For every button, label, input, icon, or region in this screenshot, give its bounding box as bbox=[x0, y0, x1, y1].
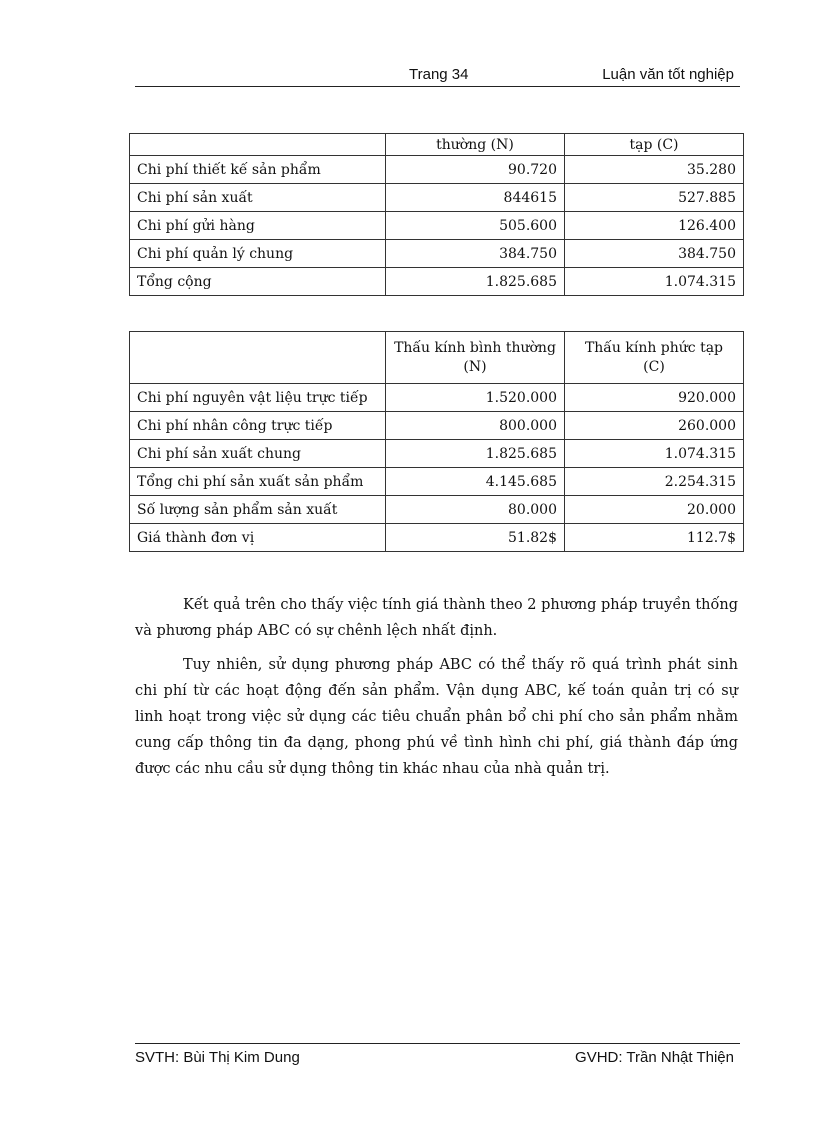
table-header-cell: thường (N) bbox=[386, 134, 565, 156]
value-complex: 126.400 bbox=[565, 212, 744, 240]
value-normal: 51.82$ bbox=[386, 524, 565, 552]
page-number: Trang 34 bbox=[409, 66, 469, 83]
row-label: Chi phí nguyên vật liệu trực tiếp bbox=[130, 384, 386, 412]
table-header-cell bbox=[130, 332, 386, 384]
advisor-name: GVHD: Trần Nhật Thiện bbox=[575, 1049, 734, 1066]
body-text bbox=[135, 592, 738, 790]
table-header-cell: Thấu kính phức tạp (C) bbox=[565, 332, 744, 384]
table-row bbox=[130, 496, 744, 524]
row-label: Chi phí nhân công trực tiếp bbox=[130, 412, 386, 440]
table-header-row bbox=[130, 134, 744, 156]
value-complex: 527.885 bbox=[565, 184, 744, 212]
table-header-cell: Thấu kính bình thường (N) bbox=[386, 332, 565, 384]
value-normal: 1.825.685 bbox=[386, 440, 565, 468]
value-complex: 1.074.315 bbox=[565, 268, 744, 296]
value-normal: 4.145.685 bbox=[386, 468, 565, 496]
table-row bbox=[130, 184, 744, 212]
value-normal: 505.600 bbox=[386, 212, 565, 240]
table-header-cell: tạp (C) bbox=[565, 134, 744, 156]
value-complex: 112.7$ bbox=[565, 524, 744, 552]
table-row bbox=[130, 212, 744, 240]
row-label: Chi phí thiết kế sản phẩm bbox=[130, 156, 386, 184]
table-row bbox=[130, 268, 744, 296]
row-label: Tổng chi phí sản xuất sản phẩm bbox=[130, 468, 386, 496]
table-row bbox=[130, 440, 744, 468]
row-label: Chi phí quản lý chung bbox=[130, 240, 386, 268]
page-footer bbox=[135, 1043, 740, 1070]
cost-allocation-table bbox=[129, 133, 744, 296]
table-row bbox=[130, 468, 744, 496]
row-label: Giá thành đơn vị bbox=[130, 524, 386, 552]
page-header bbox=[135, 62, 740, 87]
value-complex: 2.254.315 bbox=[565, 468, 744, 496]
table-header-row bbox=[130, 332, 744, 384]
value-normal: 90.720 bbox=[386, 156, 565, 184]
value-complex: 920.000 bbox=[565, 384, 744, 412]
student-name: SVTH: Bùi Thị Kim Dung bbox=[135, 1049, 300, 1066]
row-label: Chi phí sản xuất bbox=[130, 184, 386, 212]
table-row bbox=[130, 412, 744, 440]
value-complex: 260.000 bbox=[565, 412, 744, 440]
table-row bbox=[130, 384, 744, 412]
value-complex: 1.074.315 bbox=[565, 440, 744, 468]
table-row bbox=[130, 524, 744, 552]
row-label: Chi phí sản xuất chung bbox=[130, 440, 386, 468]
row-label: Chi phí gửi hàng bbox=[130, 212, 386, 240]
document-type: Luận văn tốt nghiệp bbox=[602, 66, 734, 83]
value-normal: 844615 bbox=[386, 184, 565, 212]
row-label: Số lượng sản phẩm sản xuất bbox=[130, 496, 386, 524]
table-row bbox=[130, 156, 744, 184]
value-complex: 35.280 bbox=[565, 156, 744, 184]
value-normal: 1.825.685 bbox=[386, 268, 565, 296]
value-complex: 384.750 bbox=[565, 240, 744, 268]
value-normal: 800.000 bbox=[386, 412, 565, 440]
value-normal: 80.000 bbox=[386, 496, 565, 524]
unit-cost-table bbox=[129, 331, 744, 552]
value-normal: 384.750 bbox=[386, 240, 565, 268]
table-header-cell bbox=[130, 134, 386, 156]
value-complex: 20.000 bbox=[565, 496, 744, 524]
table-row bbox=[130, 240, 744, 268]
value-normal: 1.520.000 bbox=[386, 384, 565, 412]
row-label: Tổng cộng bbox=[130, 268, 386, 296]
paragraph: Kết quả trên cho thấy việc tính giá thành theo 2 phương pháp truyền thống và phương pháp ABC có sự chênh lệch nhất định. bbox=[135, 597, 738, 639]
paragraph: Tuy nhiên, sử dụng phương pháp ABC có thể thấy rõ quá trình phát sinh chi phí từ các hoạt động đến sản phẩm. Vận dụng ABC, kế toán quản trị có sự linh hoạt trong việc sử dụng các tiêu chuẩn phân bổ chi phí cho sản phẩm nhằm cung cấp thông tin đa dạng, phong phú về tình hình chi phí, giá thành đáp ứng được các nhu cầu sử dụng thông tin khác nhau của nhà quản trị. bbox=[135, 657, 738, 777]
